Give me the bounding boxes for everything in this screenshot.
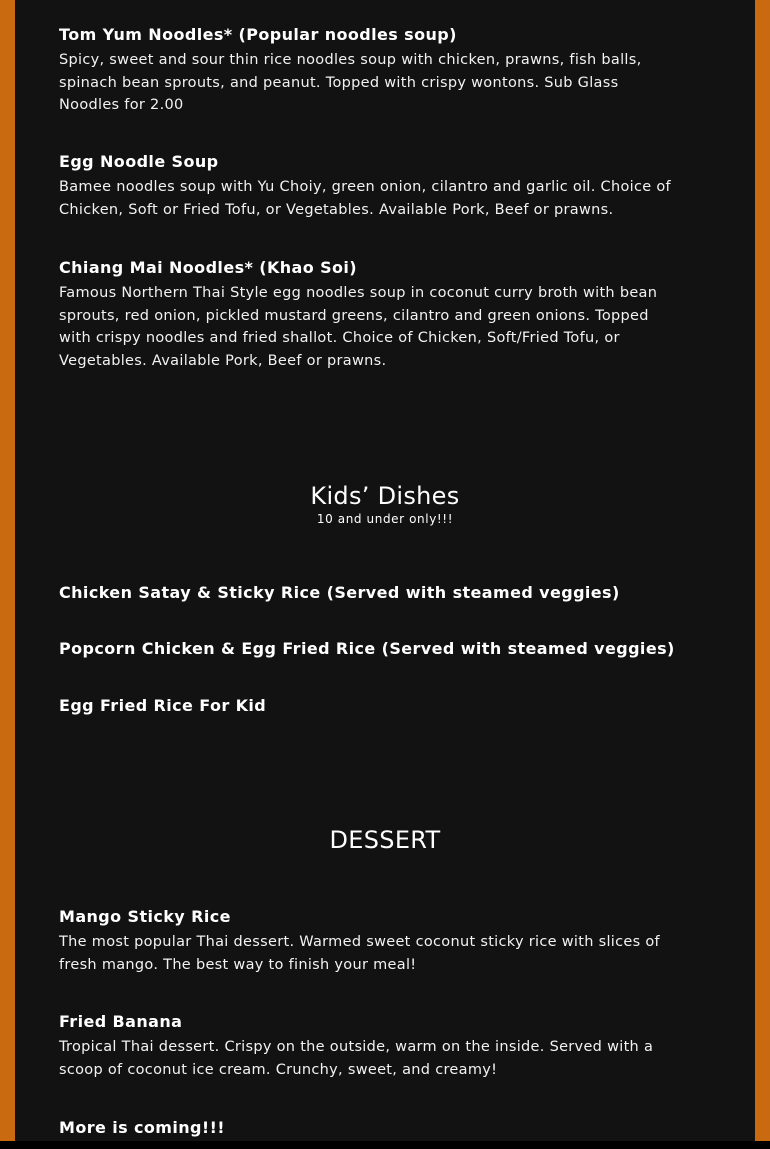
section-subtitle-kids: 10 and under only!!!: [316, 512, 454, 526]
item-description: The most popular Thai dessert. Warmed sweet coconut sticky rice with slices of fresh mango. The best way to finish your meal!: [59, 934, 660, 973]
kids-item: [59, 638, 679, 660]
section-title-dessert: DESSERT: [329, 826, 441, 854]
more-coming-note: [59, 1117, 679, 1139]
item-name: Chicken Satay & Sticky Rice (Served with steamed veggies): [59, 583, 620, 602]
item-description: Spicy, sweet and sour thin rice noodles soup with chicken, prawns, fish balls, spinach bean sprouts, and peanut. Topped with crispy wontons. Sub Glass Noodles for 2.00: [59, 52, 642, 113]
item-name: Mango Sticky Rice: [59, 907, 231, 926]
item-name: Egg Noodle Soup: [59, 152, 219, 171]
menu-item-mango-sticky-rice: [59, 906, 679, 976]
kids-item: [59, 695, 679, 717]
item-name: Chiang Mai Noodles* (Khao Soi): [59, 258, 357, 277]
menu-item-chiang-mai-noodles: [59, 257, 679, 372]
menu-page: [15, 0, 755, 1141]
item-description: Famous Northern Thai Style egg noodles soup in coconut curry broth with bean sprouts, red onion, pickled mustard greens, cilantro and green onions. Topped with crispy noodles and fried shallot. Choice of Chicken, Soft/Fried Tofu, or Vegetables. Available Pork, Beef or prawns.: [59, 285, 658, 369]
bottom-divider: [0, 1141, 770, 1149]
item-name: Egg Fried Rice For Kid: [59, 696, 267, 715]
menu-item-egg-noodle-soup: [59, 151, 679, 221]
item-name: Fried Banana: [59, 1012, 183, 1031]
menu-item-fried-banana: [59, 1011, 679, 1081]
menu-item-tom-yum-noodles: [59, 24, 679, 117]
item-name: Tom Yum Noodles* (Popular noodles soup): [59, 25, 457, 44]
item-description: Bamee noodles soup with Yu Choiy, green onion, cilantro and garlic oil. Choice of Chicken, Soft or Fried Tofu, or Vegetables. Available Pork, Beef or prawns.: [59, 179, 671, 218]
section-title-kids: Kids’ Dishes: [310, 482, 460, 510]
kids-item: [59, 582, 679, 604]
item-name: Popcorn Chicken & Egg Fried Rice (Served with steamed veggies): [59, 639, 675, 658]
item-name: More is coming!!!: [59, 1118, 225, 1137]
item-description: Tropical Thai dessert. Crispy on the outside, warm on the inside. Served with a scoop of coconut ice cream. Crunchy, sweet, and creamy!: [59, 1039, 654, 1078]
